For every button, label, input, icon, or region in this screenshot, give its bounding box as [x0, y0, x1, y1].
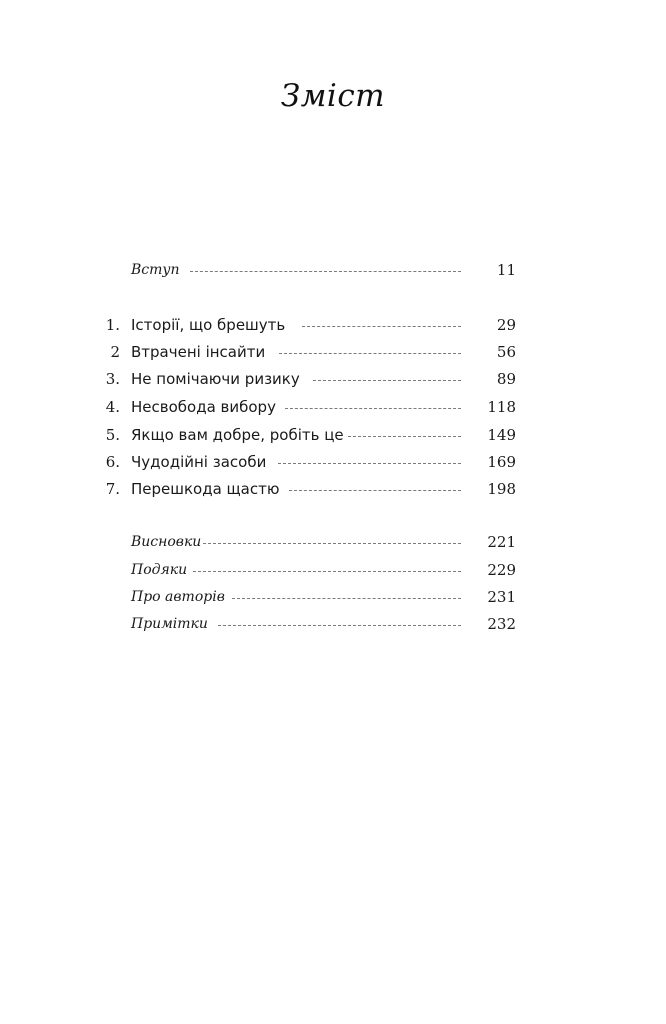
toc-entry-number: 5. [105, 426, 120, 444]
toc-entry-title: Вступ [131, 262, 180, 278]
toc-entry [0, 585, 666, 609]
toc-entry [0, 450, 666, 474]
toc-leader-dots [218, 625, 461, 626]
toc-leader-dots [193, 571, 461, 572]
toc-entry [0, 612, 666, 636]
toc-leader-dots [285, 408, 461, 409]
toc-leader-dots [232, 598, 461, 599]
toc-entry [0, 313, 666, 337]
toc-entry-page: 149 [487, 426, 516, 444]
toc-entry-title: Якщо вам добре, робіть це [131, 426, 344, 444]
toc-leader-dots [289, 490, 461, 491]
toc-entry-title: Перешкода щастю [131, 480, 280, 498]
toc-entry-number: 4. [105, 398, 120, 416]
toc-entry [0, 477, 666, 501]
toc-entry [0, 423, 666, 447]
toc-entry-title: Чудодійні засоби [131, 453, 267, 471]
toc-entry-title: Історії, що брешуть [131, 316, 286, 334]
toc-leader-dots [203, 543, 461, 544]
toc-entry-number: 1. [105, 316, 120, 334]
toc-entry-page: 221 [487, 533, 516, 551]
toc-entry-number: 7. [105, 480, 120, 498]
toc-entry [0, 340, 666, 364]
toc-entry-page: 198 [487, 480, 516, 498]
toc-leader-dots [313, 380, 461, 381]
toc-entry-page: 89 [496, 370, 516, 388]
toc-entry-page: 118 [487, 398, 516, 416]
toc-leader-dots [278, 463, 461, 464]
toc-entry-page: 231 [487, 588, 516, 606]
toc-leader-dots [190, 271, 461, 272]
toc-entry-number: 6. [105, 453, 120, 471]
toc-entry [0, 530, 666, 554]
toc-entry-title: Втрачені інсайти [131, 343, 266, 361]
toc-entry-page: 29 [496, 316, 516, 334]
toc-leader-dots [302, 326, 461, 327]
toc-leader-dots [348, 436, 461, 437]
toc-entry-title: Подяки [131, 562, 188, 578]
toc-entry-page: 56 [496, 343, 516, 361]
page-title: Зміст [280, 78, 386, 114]
toc-entry-title: Не помічаючи ризику [131, 370, 300, 388]
toc-entry-title: Про авторів [131, 589, 225, 605]
toc-entry-page: 169 [487, 453, 516, 471]
toc-entry-page: 232 [487, 615, 516, 633]
toc-entry [0, 367, 666, 391]
toc-entry-title: Несвобода вибору [131, 398, 276, 416]
toc-entry [0, 258, 666, 282]
toc-entry-number: 2 [110, 343, 120, 361]
toc-entry-page: 11 [496, 261, 516, 279]
toc-entry [0, 395, 666, 419]
toc-entry-title: Примітки [131, 616, 208, 632]
toc-entry-title: Висновки [131, 534, 202, 550]
toc-entry [0, 558, 666, 582]
toc-entry-page: 229 [487, 561, 516, 579]
toc-entry-number: 3. [105, 370, 120, 388]
toc-leader-dots [279, 353, 461, 354]
